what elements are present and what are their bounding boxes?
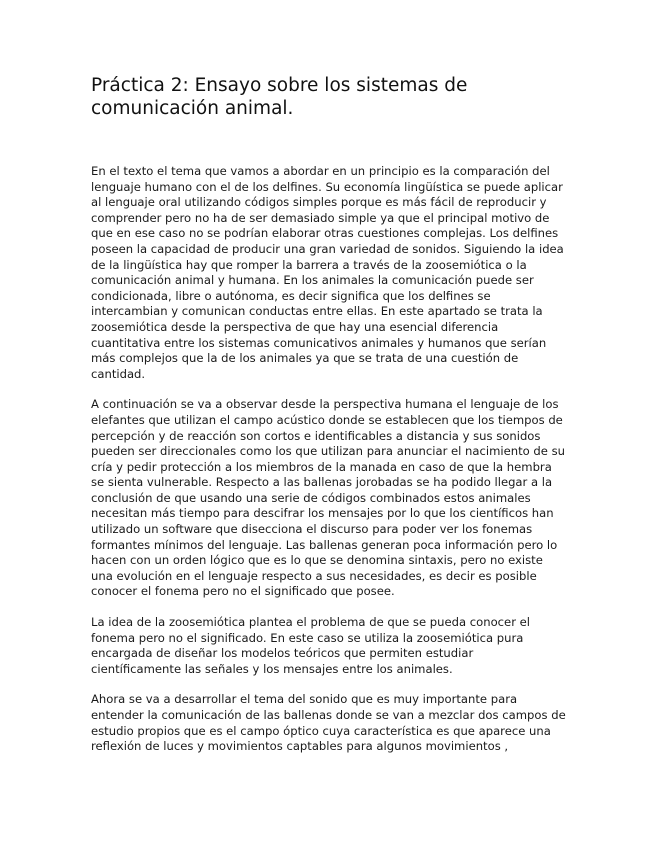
document-page xyxy=(91,74,566,770)
document-title: Práctica 2: Ensayo sobre los sistemas de comunicación animal. xyxy=(91,75,468,119)
paragraph-2: A continuación se va a observar desde la perspectiva humana el lenguaje de los elefantes que utilizan el campo acústico donde se establecen que los tiempos de percepción y de reacción son cortos e identificables a distancia y sus sonidos pueden ser direccionales como los que utilizan para anunciar el nacimiento de su cría y pedir protección a los miembros de la manada en caso de que la hembra se sienta vulnerable. Respecto a las ballenas jorobadas se ha podido llegar a la conclusión de que usando una serie de códigos combinados estos animales necesitan más tiempo para descifrar los mensajes por lo que los científicos han utilizado un software que disecciona el discurso para poder ver los fonemas formantes mínimos del lenguaje. Las ballenas generan poca información pero lo hacen con un orden lógico que es lo que se denomina sintaxis, pero no existe una evolución en el lenguaje respecto a sus necesidades, es decir es posible conocer el fonema pero no el significado que posee. xyxy=(91,397,565,599)
paragraph-1: En el texto el tema que vamos a abordar en un principio es la comparación del lenguaje humano con el de los delfines. Su economía lingüística se puede aplicar al lenguaje oral utilizando códigos simples porque es más fácil de reproducir y comprender pero no ha de ser demasiado simple ya que el principal motivo de que en ese caso no se podrían elaborar otras cuestiones complejas. Los delfines poseen la capacidad de producir una gran variedad de sonidos. Siguiendo la idea de la lingüística hay que romper la barrera a través de la zoosemiótica o la comunicación animal y humana. En los animales la comunicación puede ser condicionada, libre o autónoma, es decir significa que los delfines se intercambian y comunican conductas entre ellas. En este apartado se trata la zoosemiótica desde la perspectiva de que hay una esencial diferencia cuantitativa entre los sistemas comunicativos animales y humanos que serían más complejos que la de los animales ya que se trata de una cuestión de cantidad. xyxy=(91,164,564,381)
paragraph-3: La idea de la zoosemiótica plantea el problema de que se pueda conocer el fonema pero no el significado. En este caso se utiliza la zoosemiótica pura encargada de diseñar los modelos teóricos que permiten estudiar científicamente las señales y los mensajes entre los animales. xyxy=(91,615,530,676)
paragraph-4: Ahora se va a desarrollar el tema del sonido que es muy importante para entender la comunicación de las ballenas donde se van a mezclar dos campos de estudio propios que es el campo óptico cuya característica es que aparece una reflexión de luces y movimientos captables para algunos movimientos , xyxy=(91,692,566,754)
